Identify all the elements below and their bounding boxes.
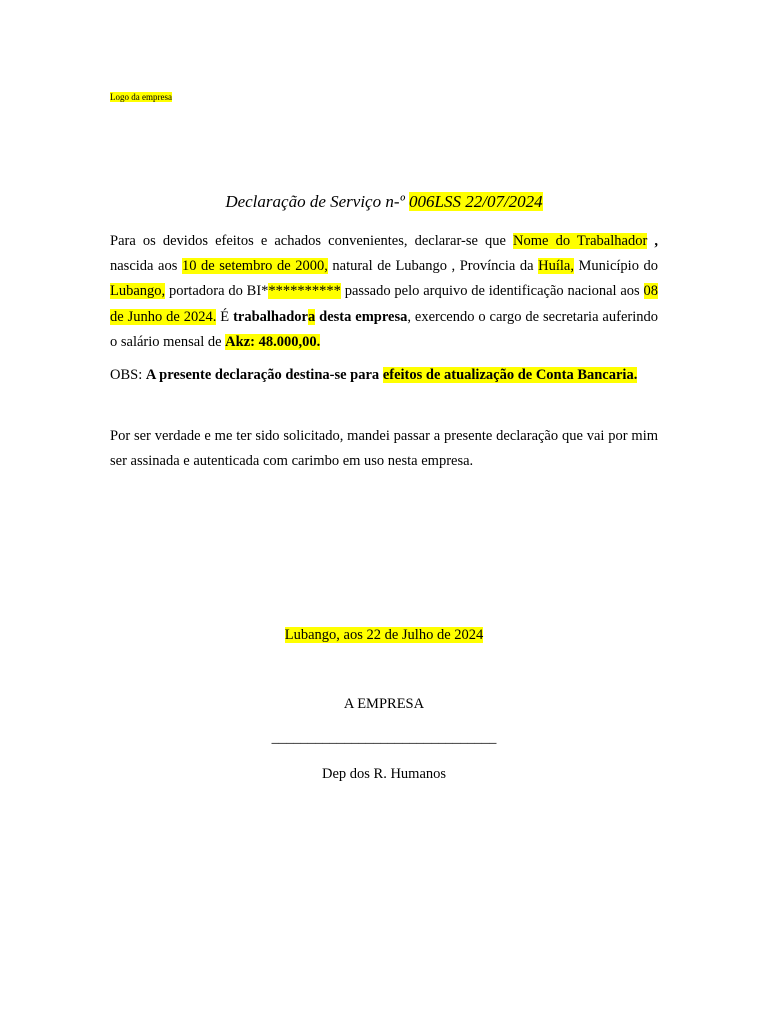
p1-text-2b: nascida aos [110,258,182,275]
title-prefix: Declaração de Serviço n-º [225,192,410,211]
p1-text-5: portadora do BI* [165,283,269,300]
p1-text-3: natural de Lubango , Província da [327,258,539,275]
obs-label: OBS: [110,367,146,383]
salary: Akz: 48.000,00. [225,333,321,350]
worker-name: Nome do Trabalhador [513,233,648,249]
p1-text-8: , exercendo o cargo de secretaria auferindo o salário mensal de [110,308,658,350]
company-ref: desta empresa [315,308,408,325]
place-date [0,625,768,645]
p1-text-2: , [647,233,659,249]
p1-text-7: É [216,308,234,325]
declaration-number: 006LSS 22/07/2024 [409,192,543,211]
company-label: A EMPRESA [343,696,425,712]
paragraph-main [110,229,658,355]
birth-date: 10 de setembro de 2000, [181,258,328,275]
issue-date: 08 de Junho de 2024. [110,283,659,325]
bi-number: ********** [268,283,341,300]
obs-purpose: efeitos de atualização de Conta Bancaria. [382,367,638,383]
municipality: Lubango, [110,283,166,300]
worker-word: trabalhador [233,308,308,325]
paragraph-closing: Por ser verdade e me ter sido solicitado, mandei passar a presente declaração que vai por mim ser assinada e autenticada com carimbo em uso nesta empresa. [110,428,658,470]
p1-text-1: Para os devidos efeitos e achados convenientes, declarar-se que [110,233,514,249]
province: Huíla, [538,258,574,275]
logo-text: Logo da empresa [110,92,172,102]
declaration-title [0,190,768,214]
department-label: Dep dos R. Humanos [321,766,447,782]
place-date-text: Lubango, aos 22 de Julho de 2024 [284,627,484,643]
worker-suffix: a [307,308,316,325]
p1-text-4: Município do [573,258,659,275]
obs-text: A presente declaração destina-se para [145,367,383,383]
paragraph-obs [110,363,658,388]
signature-line: _______________________________ [271,730,497,746]
company-logo-placeholder [110,92,172,103]
p1-text-6: passado pelo arquivo de identificação nacional aos [340,283,644,300]
